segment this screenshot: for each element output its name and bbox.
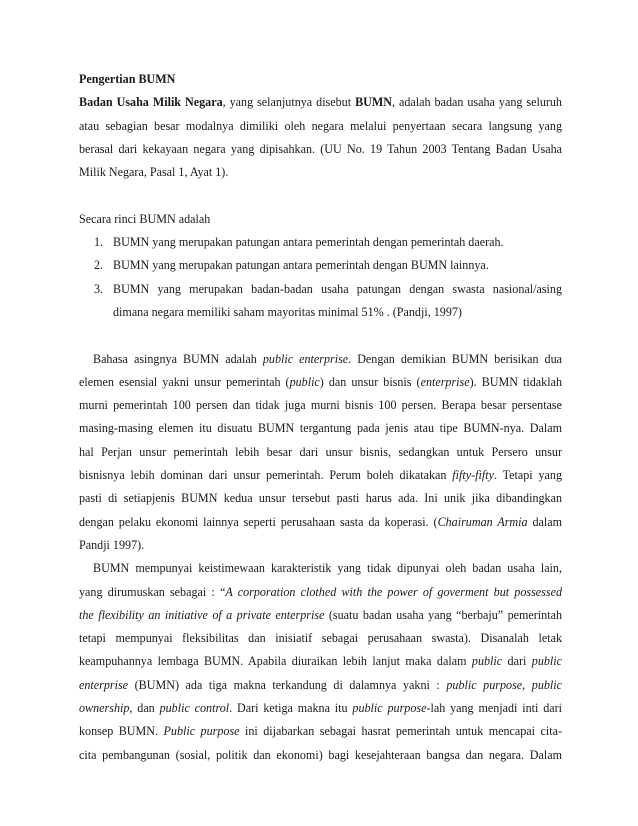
list-number: 2. bbox=[94, 258, 104, 273]
paragraph-1-line: berasal dari kekayaan negara yang dipisahkan. (UU No. 19 Tahun 2003 Tentang Badan Usaha bbox=[79, 141, 562, 156]
text-span: , bbox=[522, 677, 532, 692]
paragraph-3-line: cita pembangunan (sosial, politik dan ekonomi) bagi kesejahteraan bangsa dan negara. Dalam bbox=[79, 747, 562, 762]
paragraph-2-line: pasti di setiapjenis BUMN kedua unsur tersebut pasti harus ada. Ini unik jika dibandingkan bbox=[79, 491, 562, 506]
list-number: 1. bbox=[94, 235, 104, 250]
list-item bbox=[79, 278, 562, 301]
text-span: , adalah badan usaha yang seluruh bbox=[392, 95, 562, 110]
text-span: ). BUMN tidaklah bbox=[469, 374, 562, 389]
paragraph-2-line bbox=[79, 371, 562, 394]
list-text: BUMN yang merupakan patungan antara pemerintah dengan pemerintah daerah. bbox=[113, 235, 504, 250]
paragraph-3-line bbox=[79, 697, 562, 720]
text-span: ) dan unsur bisnis ( bbox=[319, 374, 421, 389]
text-span: dari bbox=[502, 654, 532, 669]
text-span: elemen esensial yakni unsur pemerintah ( bbox=[79, 374, 290, 389]
paragraph-3-line: tetapi mempunyai fleksibilitas dan inisiatif sebagai perusahaan swasta). Disanalah letak bbox=[79, 631, 562, 646]
bold-term: Badan Usaha Milik Negara bbox=[79, 95, 223, 110]
italic-term: the flexibility an initiative of a private enterprise bbox=[79, 607, 325, 622]
list-number: 3. bbox=[94, 281, 104, 296]
list-text: BUMN yang merupakan badan-badan usaha patungan dengan swasta nasional/asing bbox=[113, 281, 562, 296]
paragraph-3-line: BUMN mempunyai keistimewaan karakteristik yang tidak dipunyai oleh badan usaha lain, bbox=[93, 561, 562, 576]
paragraph-3-line bbox=[79, 720, 562, 743]
list-intro: Secara rinci BUMN adalah bbox=[79, 211, 211, 226]
paragraph-3-line bbox=[79, 581, 562, 604]
list-item bbox=[79, 231, 562, 254]
text-span: yang dirumuskan sebagai : “ bbox=[79, 584, 226, 599]
paragraph-1-line: atau sebagian besar modalnya dimiliki oleh negara melalui penyertaan secara langsung yang bbox=[79, 118, 562, 133]
text-span: keampuhannya lembaga BUMN. Apabila diuraikan lebih lanjut maka dalam bbox=[79, 654, 472, 669]
italic-term: fifty-fifty bbox=[452, 468, 494, 483]
italic-term: public bbox=[289, 374, 320, 389]
text-span: ini dijabarkan sebagai hasrat pemerintah untuk mencapai cita- bbox=[239, 724, 562, 739]
text-span: dengan pelaku ekonomi lainnya seperti perusahaan sasta da koperasi. ( bbox=[79, 514, 438, 529]
paragraph-3-line bbox=[79, 604, 562, 627]
italic-term: public bbox=[531, 677, 562, 692]
italic-term: enterprise bbox=[420, 374, 470, 389]
text-span: , yang selanjutnya disebut bbox=[222, 95, 356, 110]
paragraph-2-line: masing-masing elemen itu disuatu BUMN tergantung pada jenis atau tipe BUMN-nya. Dalam bbox=[79, 421, 562, 436]
italic-term: public purpose bbox=[352, 701, 427, 716]
text-span: . Tetapi yang bbox=[493, 468, 562, 483]
paragraph-2-line bbox=[79, 348, 562, 371]
list-item bbox=[79, 254, 562, 277]
paragraph-3-line bbox=[79, 650, 562, 673]
paragraph-2-line: hal Perjan unsur pemerintah lebih besar dari unsur bisnis, sedangkan untuk Persero unsur bbox=[79, 444, 562, 459]
italic-term: public enterprise bbox=[262, 351, 349, 366]
text-span: -lah yang menjadi inti dari bbox=[426, 701, 562, 716]
document-page bbox=[79, 68, 562, 767]
italic-term: Public purpose bbox=[163, 724, 240, 739]
text-span: konsep BUMN. bbox=[79, 724, 164, 739]
paragraph-2-line bbox=[79, 511, 562, 534]
spacer bbox=[79, 184, 562, 207]
text-span: . Dengan demikian BUMN berisikan dua bbox=[348, 351, 562, 366]
paragraph-3-line bbox=[79, 674, 562, 697]
paragraph-2-line bbox=[79, 464, 562, 487]
text-span: dalam bbox=[527, 514, 562, 529]
paragraph-1-line bbox=[79, 91, 562, 114]
text-span: . Dari ketiga makna itu bbox=[229, 701, 353, 716]
paragraph-2-line: murni pemerintah 100 persen dan tidak juga murni bisnis 100 persen. Berapa besar persentase bbox=[79, 398, 562, 413]
text-span: (suatu badan usaha yang “berbaju” pemerintah bbox=[324, 607, 562, 622]
list-item-continuation: dimana negara memiliki saham mayoritas minimal 51% . (Pandji, 1997) bbox=[113, 304, 462, 319]
list-text: BUMN yang merupakan patungan antara pemerintah dengan BUMN lainnya. bbox=[113, 258, 489, 273]
italic-term: public bbox=[471, 654, 503, 669]
text-span: bisnisnya lebih dominan dari unsur pemerintah. Perum boleh dikatakan bbox=[79, 468, 453, 483]
italic-term: A corporation clothed with the power of goverment but possessed bbox=[225, 584, 562, 599]
text-span: (BUMN) ada tiga makna terkandung di dalamnya yakni : bbox=[128, 677, 447, 692]
italic-term: public control bbox=[159, 701, 230, 716]
bold-term: BUMN bbox=[355, 95, 393, 110]
spacer bbox=[79, 324, 562, 347]
text-span: Bahasa asingnya BUMN adalah bbox=[93, 351, 263, 366]
paragraph-2-line: Pandji 1997). bbox=[79, 537, 145, 552]
italic-term: public bbox=[531, 654, 562, 669]
paragraph-1-line: Milik Negara, Pasal 1, Ayat 1). bbox=[79, 165, 229, 180]
italic-term: enterprise bbox=[79, 677, 129, 692]
page-title: Pengertian BUMN bbox=[79, 72, 176, 86]
italic-term: ownership bbox=[79, 701, 130, 716]
italic-term: public purpose bbox=[446, 677, 523, 692]
italic-term: Chairuman Armia bbox=[437, 514, 528, 529]
text-span: , dan bbox=[129, 701, 160, 716]
